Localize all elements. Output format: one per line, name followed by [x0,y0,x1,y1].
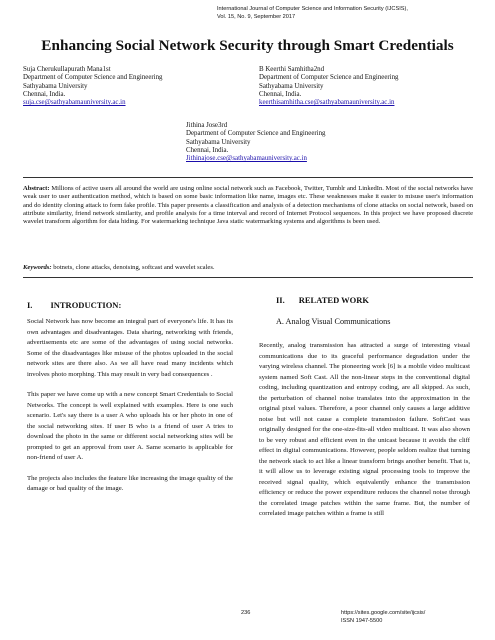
author-block-3 [186,122,326,163]
author-city: Chennai, India. [186,146,229,154]
keywords-label: Keywords: [23,264,52,271]
author-city: Chennai, India. [259,90,302,98]
issn: ISSN 1947-5500 [341,618,383,624]
author-name: Jithina Jose3rd [186,122,228,129]
paper-title: Enhancing Social Network Security through Smart Credentials [41,37,454,54]
footer-info [341,609,425,625]
author-city: Chennai, India. [23,90,66,98]
author-department: Department of Computer Science and Engineering [23,74,163,82]
section-heading-introduction [27,300,121,310]
author-email-link[interactable]: keerthisamhitha.cse@sathyabamauniversity.ac.in [259,99,395,107]
journal-header [217,5,408,21]
author-university: Sathyabama University [186,138,251,146]
section-title: INTRODUCTION: [50,300,122,310]
author-university: Sathyabama University [259,82,324,90]
abstract [23,185,473,226]
section-number: II. [276,295,285,305]
author-block-2 [259,66,399,107]
author-name: B Keerthi Samhitha2nd [259,66,325,73]
section-title: RELATED WORK [298,295,370,305]
paragraph: Social Network has now become an integral part of everyone's life. It has its own advantages and disadvantages. Data sharing, networking with friends, advertisements etc are some of the advantages of using social networks. Some of the disadvantages like misuse of the photos uploaded in the social network sites are there also. As we all have read many incidents which involves photo morphing. This may result in very bad consequences . [27,318,233,378]
journal-url-link[interactable]: https://sites.google.com/site/ijcsis/ [341,610,426,616]
abstract-text: Millions of active users all around the world are using online social network such as Facebook, Twitter, Tumblr and LinkedIn. Most of the social networks have weak user to user authentication method, which is based on some basic information like name, images etc. These weaknesses make it easier to misuse user's information and do identity cloning attack to form fake profile. This paper presents a classification and analysis of a detection mechanisms of clone attacks on social network, based on attribute similarity, friend network similarity, and profile analysis for a time interval and record of Internet Protocol sequences. In this project we have proposed discrete wavelet transform algorithm for data hiding. For watermarking technique Java static watermarking systems and algorithms is been used. [23,185,473,226]
author-email-link[interactable]: Jithinajose.cse@sathyabamauniversity.ac.in [186,155,307,163]
subsection-heading: A. Analog Visual Communications [276,317,391,326]
introduction-body [27,317,233,505]
author-university: Sathyabama University [23,82,88,90]
abstract-bottom-rule [23,277,473,278]
keywords [23,264,215,271]
journal-name: International Journal of Computer Science and Information Security (IJCSIS), [217,6,408,12]
keywords-text: botnets, clone attacks, denoising, softcast and wavelet scales. [51,264,215,271]
author-email-link[interactable]: suja.cse@sathyabamauniversity.ac.in [23,99,126,107]
author-block-1 [23,66,163,107]
author-name: Suja Cherukullapurath Mana1st [23,66,111,73]
author-department: Department of Computer Science and Engineering [186,130,326,138]
page-number: 236 [241,610,251,616]
paragraph: The projects also includes the feature like increasing the image quality of the damage or bad quality of the image. [27,474,233,492]
related-work-body [259,341,470,530]
abstract-top-rule [23,177,473,178]
section-heading-related-work [276,295,369,305]
paragraph: Recently, analog transmission has attracted a surge of interesting visual communications due to its graceful performance degradation under the varying wireless channel. The pioneering work [6] is a mobile video multicast system named Soft Cast. All the non-linear steps in the conventional digital coding, including quantization and entropy coding, are all skipped. As such, the perturbation of channel noise translates into the approximation in the original pixel values. Therefore, a poor channel only causes a large additive noise but will not cause a complete transmission failure. SoftCast was originally designed for the one-size-fits-all video multicast. It was also shown to be very robust and efficient even in the unicast because it avoids the cliff effect in digital communications. However, people seldom realize that turning the network stack to act like a linear transform brings another benefit. That is, it will allow us to leverage existing signal processing tools to improve the received signal quality, which equivalently enhance the transmission efficiency or reduce the power expenditure reduces the channel noise through the correlated image patches within the same frame. But, the number of correlated image patches within a frame is still [259,342,470,517]
author-department: Department of Computer Science and Engineering [259,74,399,82]
journal-volume: Vol. 15, No. 9, September 2017 [217,14,296,20]
paragraph: This paper we have come up with a new concept Smart Credentials to Social Networks. The concept is well explained with examples. Here is one such scenario. Let's say there is a user A who uploads his or her photo in one of the social networking sites. If user B who is a friend of user A tries to download the photo in the same or different social networking sites will be prompted to get an approval from user A. Same scenario is applicable for non-friend of user A. [27,391,233,461]
abstract-label: Abstract: [23,185,50,192]
section-number: I. [27,300,33,310]
